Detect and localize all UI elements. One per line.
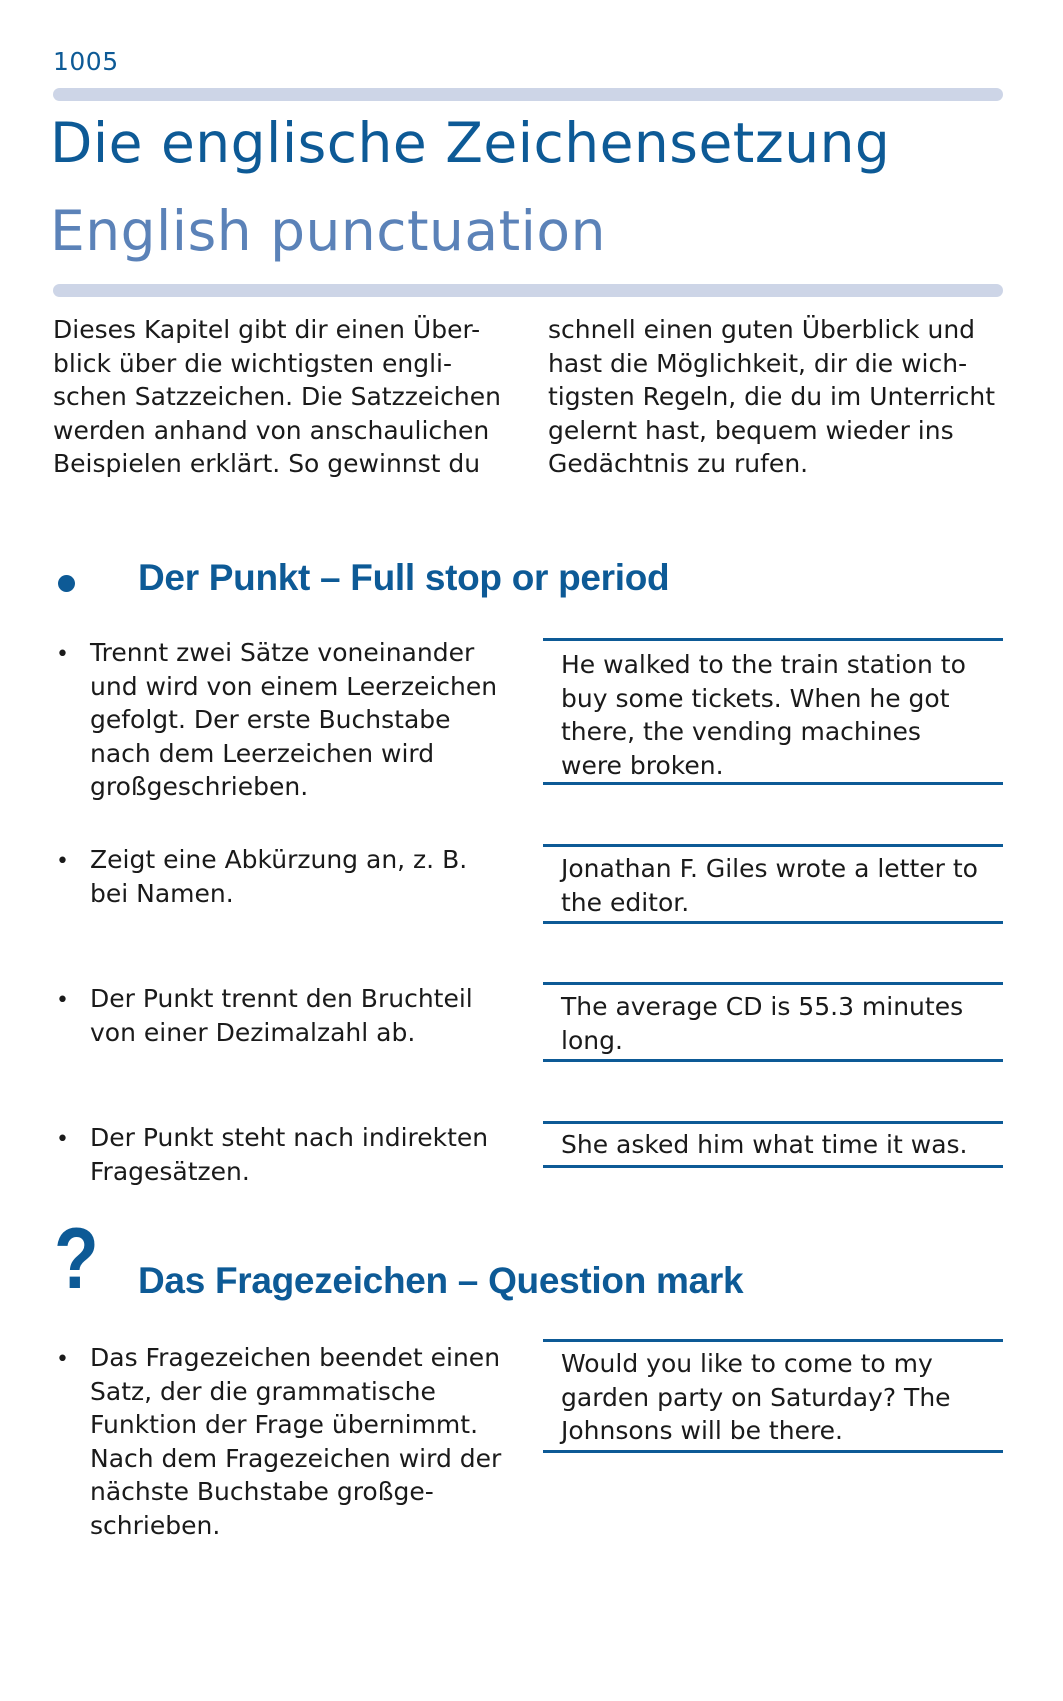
rule-line: gefolgt. Der erste Buchstabe [90, 705, 451, 734]
rule-line: und wird von einem Leerzeichen [90, 671, 498, 701]
example-line: She asked him what time it was. [561, 1130, 968, 1159]
page-title-german: Die englische Zeichensetzung [50, 111, 891, 175]
rule-text [90, 1121, 530, 1188]
intro-line: werden anhand von anschaulichen [53, 415, 490, 445]
intro-column-right [548, 313, 1008, 481]
example-box [543, 638, 1003, 785]
rule-line: von einer Dezimalzahl ab. [90, 1017, 416, 1047]
example-text [561, 852, 978, 919]
bullet-icon: • [56, 849, 69, 874]
intro-line: Gedächtnis zu rufen. [548, 449, 809, 478]
rule-line: Der Punkt trennt den Bruchteil [90, 984, 473, 1013]
rule-line: Zeigt eine Abkürzung an, z. B. [90, 845, 468, 874]
rule-line: Nach dem Fragezeichen wird der [90, 1443, 502, 1473]
example-text [561, 1347, 951, 1448]
rule-line: Das Fragezeichen beendet einen [90, 1343, 501, 1372]
intro-line: Dieses Kapitel gibt dir einen Über- [53, 315, 481, 344]
example-text [561, 990, 963, 1057]
intro-line: schen Satzzeichen. Die Satzzeichen [53, 382, 501, 411]
example-line: Johnsons will be there. [561, 1416, 844, 1445]
example-line: The average CD is 55.3 minutes [561, 992, 964, 1021]
intro-line: schnell einen guten Überblick und [548, 315, 976, 344]
example-text [561, 1128, 967, 1162]
section-heading-question-mark: Das Fragezeichen – Question mark [138, 1260, 744, 1301]
page-title-english: English punctuation [50, 199, 606, 263]
rule-line: schrieben. [90, 1510, 221, 1540]
example-line: long. [561, 1025, 623, 1055]
rule-line: Funktion der Frage übernimmt. [90, 1410, 479, 1439]
rule-line: großgeschrieben. [90, 772, 309, 801]
example-line: Would you like to come to my [561, 1349, 933, 1378]
example-line: were broken. [561, 750, 724, 780]
intro-line: tigsten Regeln, die du im Unterricht [548, 382, 996, 411]
example-line: He walked to the train station to [561, 650, 966, 679]
title-divider-bar [53, 284, 1003, 297]
rule-line: Satz, der die grammatische [90, 1376, 436, 1406]
example-box [543, 982, 1003, 1062]
intro-line: hast die Möglichkeit, dir die wich- [548, 348, 968, 378]
intro-column-left [53, 313, 513, 481]
example-box [543, 1121, 1003, 1168]
example-box [543, 844, 1003, 924]
example-line: Jonathan F. Giles wrote a letter to [561, 854, 978, 883]
bullet-icon: • [56, 1347, 69, 1372]
rule-text [90, 843, 530, 910]
full-stop-dot-icon [58, 575, 75, 592]
rule-line: Fragesätzen. [90, 1156, 250, 1186]
rule-text [90, 1341, 530, 1542]
question-mark-icon: ? [54, 1211, 99, 1307]
top-divider-bar [53, 88, 1003, 101]
intro-line: Beispielen erklärt. So gewinnst du [53, 449, 481, 478]
bullet-icon: • [56, 642, 69, 667]
example-line: garden party on Saturday? The [561, 1382, 951, 1412]
intro-line: blick über die wichtigsten engli- [53, 348, 452, 378]
rule-line: nächste Buchstabe großge- [90, 1477, 434, 1506]
intro-line: gelernt hast, bequem wieder ins [548, 415, 954, 445]
bullet-icon: • [56, 988, 69, 1013]
rule-line: bei Namen. [90, 878, 234, 908]
example-box [543, 1339, 1003, 1453]
bullet-icon: • [56, 1127, 69, 1152]
rule-text [90, 636, 530, 804]
section-heading-full-stop: Der Punkt – Full stop or period [138, 557, 670, 598]
example-line: there, the vending machines [561, 717, 921, 746]
rule-line: Trennt zwei Sätze voneinander [90, 638, 475, 667]
page-number: 1005 [53, 47, 119, 76]
example-line: buy some tickets. When he got [561, 683, 950, 713]
rule-line: Der Punkt steht nach indirekten [90, 1123, 489, 1152]
example-line: the editor. [561, 887, 690, 917]
example-text [561, 648, 966, 782]
rule-line: nach dem Leerzeichen wird [90, 738, 435, 768]
rule-text [90, 982, 530, 1049]
